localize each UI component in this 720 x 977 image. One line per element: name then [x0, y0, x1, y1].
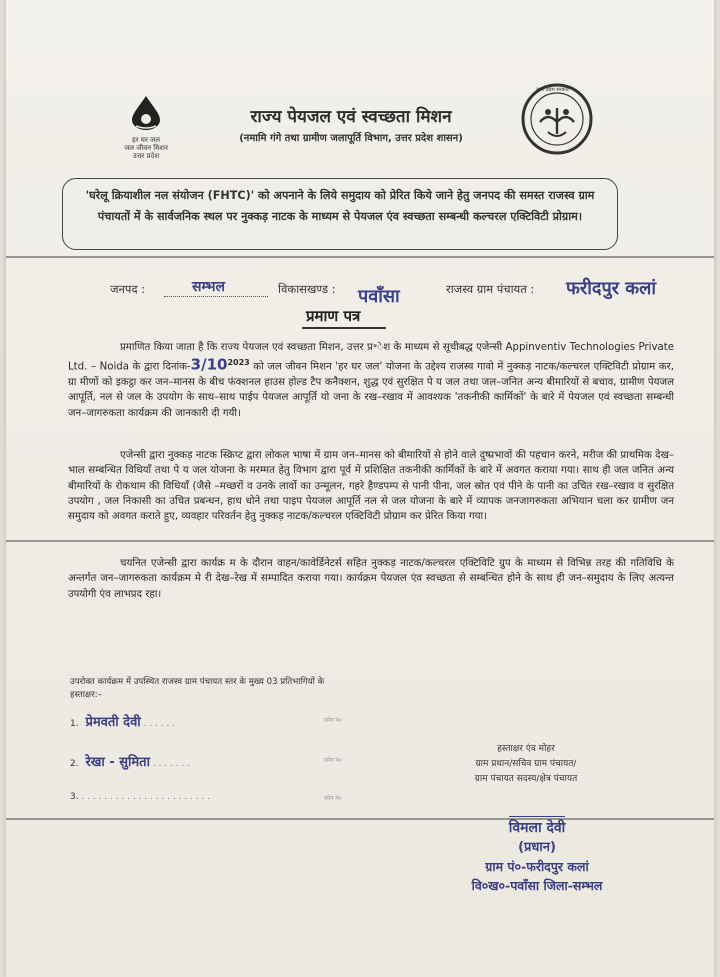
water-drop-icon — [126, 94, 166, 132]
faint-phone-1: फोन नं० — [324, 717, 342, 724]
signature-line-1: हस्ताक्षर एंव मोहर — [497, 744, 555, 754]
participant-2-name: रेखा - सुमिता — [85, 755, 150, 770]
title-underline — [302, 327, 386, 329]
signature-line-2: ग्राम प्रधान/सचिव ग्राम पंचायत/ — [475, 759, 577, 769]
paragraph-1 — [68, 340, 674, 421]
logo-line-1: हर घर जल — [132, 136, 160, 144]
para2-text: एजेन्सी द्वारा नुक्कड़ नाटक स्क्रिप्ट द्वारा लोकल भाषा में ग्राम जन–मानस को बीमारियों से होने वाले दुष्प्रभावों की पहचान करने, मरीज की प्राथमिक देख–भाल सम्बन्धित विधियाँ तथा पे य जल योजना के मरम्मत हेतु विभाग द्वारा पूर्व में प्रशिक्षित तकनीकी कार्मिकों के बारे में अवगत कराया गया। साथ ही जल जनित अन्य बीमारियों के रोकथाम की विधियाँ (जैसे –मच्छरों व उनके लार्वो का उन्मूलन, गहरे हैण्डपम्प से पानी पीना, जल स्रोत एवं पीने के पानी का उचित रख–रखाव व सुरक्षित उपयोग , जल निकासी का उचित प्रबन्धन, हाथ धोने तथा पाइप पेयजल आपूर्ति नल से जल योजना के बारे में व्यापक जनजागरुकता अभियान चला कर ग्रामीण जन समुदाय को अवगत कराते हुए, व्यवहार परिवर्तन हेतु नुक्कड़ नाटक/कल्चरल एक्टिविटी प्रोग्राम कर प्रेरित किया गया। — [68, 450, 674, 523]
dotted-line: . . . . . . — [143, 719, 176, 729]
pradhan-stamp — [442, 816, 632, 895]
participant-2 — [70, 752, 190, 770]
logo-line-2: जल जीवन मिशन — [124, 144, 168, 152]
pradhan-block: वि०ख०-पवाँसा जिला-सम्भल — [471, 878, 603, 893]
dotted-line: . . . . . . . . . . . . . . . . . . . . . . . — [81, 792, 211, 802]
date-value: 3/10 — [190, 355, 228, 374]
participant-3-num: 3. — [70, 792, 79, 802]
pradhan-role: (प्रधान) — [518, 840, 556, 855]
signature-line-3: ग्राम पंचायत सदस्य/क्षेत्र पंचायत — [474, 774, 578, 784]
district-label: जनपद : — [110, 282, 146, 296]
block-label: विकासखण्ड : — [278, 282, 336, 296]
paragraph-2 — [68, 448, 674, 524]
participants-heading — [70, 676, 324, 702]
para1-before: प्रमाणित किया जाता है कि राज्य पेयजल एवं स्वच्छता मिशन, उत्तर प्र॰ेश के माध्यम से सूचीबद्ध एजेन्सी Appinventiv Technologies Private Ltd. – Noida के द्वारा दिनांक- — [68, 342, 674, 373]
certificate-title: प्रमाण पत्र — [306, 307, 361, 325]
faint-phone-2: फोन नं० — [324, 757, 342, 764]
signature-block — [426, 742, 626, 787]
jal-jeevan-logo — [106, 94, 186, 160]
up-government-emblem — [520, 82, 594, 156]
fold-line — [6, 256, 714, 258]
panchayat-label: राजस्व ग्राम पंचायत : — [446, 282, 535, 296]
emblem-text: उत्तर प्रदेश सरकार — [536, 87, 569, 93]
logo-line-3: उत्तर प्रदेश — [132, 152, 160, 160]
block-value: पवाँसा — [358, 286, 400, 307]
page-title: राज्य पेयजल एवं स्वच्छता मिशन — [250, 107, 452, 127]
dotted-line: . . . . . . . — [152, 759, 191, 769]
fold-line — [6, 540, 714, 542]
participant-3 — [70, 792, 210, 802]
program-banner: 'घरेलू क्रियाशील नल संयोजन (FHTC)' को अपनाने के लिये समुदाय को प्रेरित किये जाने हेतु जनपद की समस्त राजस्व ग्राम पंचायतों में के सार्वजनिक स्थल पर नुक्कड़ नाटक के माध्यम से पेयजल एंव स्वच्छता सम्बन्धी कल्चरल एक्टिविटी प्रोग्राम। — [62, 178, 618, 250]
para1-after: को जल जीवन मिशन 'हर घर जल' योजना के उद्देश्य राजस्व गावो में नुक्कड़ नाटक/कल्चरल एक्टिविटी प्रोग्राम कर, ग्रा मीणों को इकट्ठा कर जन–मानस के बीच फंक्शनल हाउस होल्ड टैप कनैक्शन, शुद्ध एवं सुरक्षित पे य जल तथा जल–जनित अन्य बीमारियों से बचाव, ग्रामीण पेयजल आपूर्ति, नल से जल के उपयोग के साथ–साथ पाईप पेयजल आपूर्ति यो जना के रख–रखाव में आवश्यक 'तकनीकी कार्मिकों' के बारे में पेयजल एवं स्वच्छता सम्बन्धी जन–जागरुकता कार्यक्रम की जानकारी दी गयी। — [68, 361, 674, 419]
district-value: सम्भल — [192, 279, 225, 295]
pradhan-name: विमला देवी — [509, 816, 566, 838]
participant-1-name: प्रेमवती देवी — [85, 715, 141, 730]
paragraph-3 — [68, 556, 674, 602]
pradhan-village: ग्राम पं०-फरीदपुर कलां — [485, 859, 589, 874]
participant-2-num: 2. — [70, 759, 79, 769]
emblem-icon — [520, 82, 594, 156]
certificate-page — [6, 0, 714, 977]
participant-1 — [70, 712, 175, 730]
panchayat-value: फरीदपुर कलां — [566, 278, 657, 299]
para3-text: चयनित एजेन्सी द्वारा कार्यक्र म के दौरान वाहन/कावेर्डिनेटर्स सहित नुक्कड़ नाटक/कल्चरल एक्टिविटि ग्रुप के माध्यम से विभिन्न तरह की गतिविधि के अन्तर्गत जन–जागरुकता कार्यक्रम मे री देख–रेख में सम्पादित कराया गया। कार्यक्रम पेयजल एंव स्वच्छता से सम्बन्धित होने के साथ ही जन–समुदाय के लिए अत्यन्त उपयोगी एंव लाभप्रद रहा। — [68, 558, 674, 600]
participants-heading-text: उपरोक्त कार्यक्रम में उपस्थित राजस्व ग्राम पंचायत स्तर के मुख्य 03 प्रतिभागियों के — [70, 677, 325, 687]
faint-phone-3: फोन नं० — [324, 795, 342, 802]
page-subtitle: (नमामि गंगे तथा ग्रामीण जलापूर्ति विभाग, उत्तर प्रदेश शासन) — [239, 133, 463, 144]
participants-sign-label: हस्ताक्षर:– — [70, 690, 102, 700]
date-year: 2023 — [227, 358, 250, 368]
participant-1-num: 1. — [70, 719, 79, 729]
location-row — [6, 280, 714, 306]
